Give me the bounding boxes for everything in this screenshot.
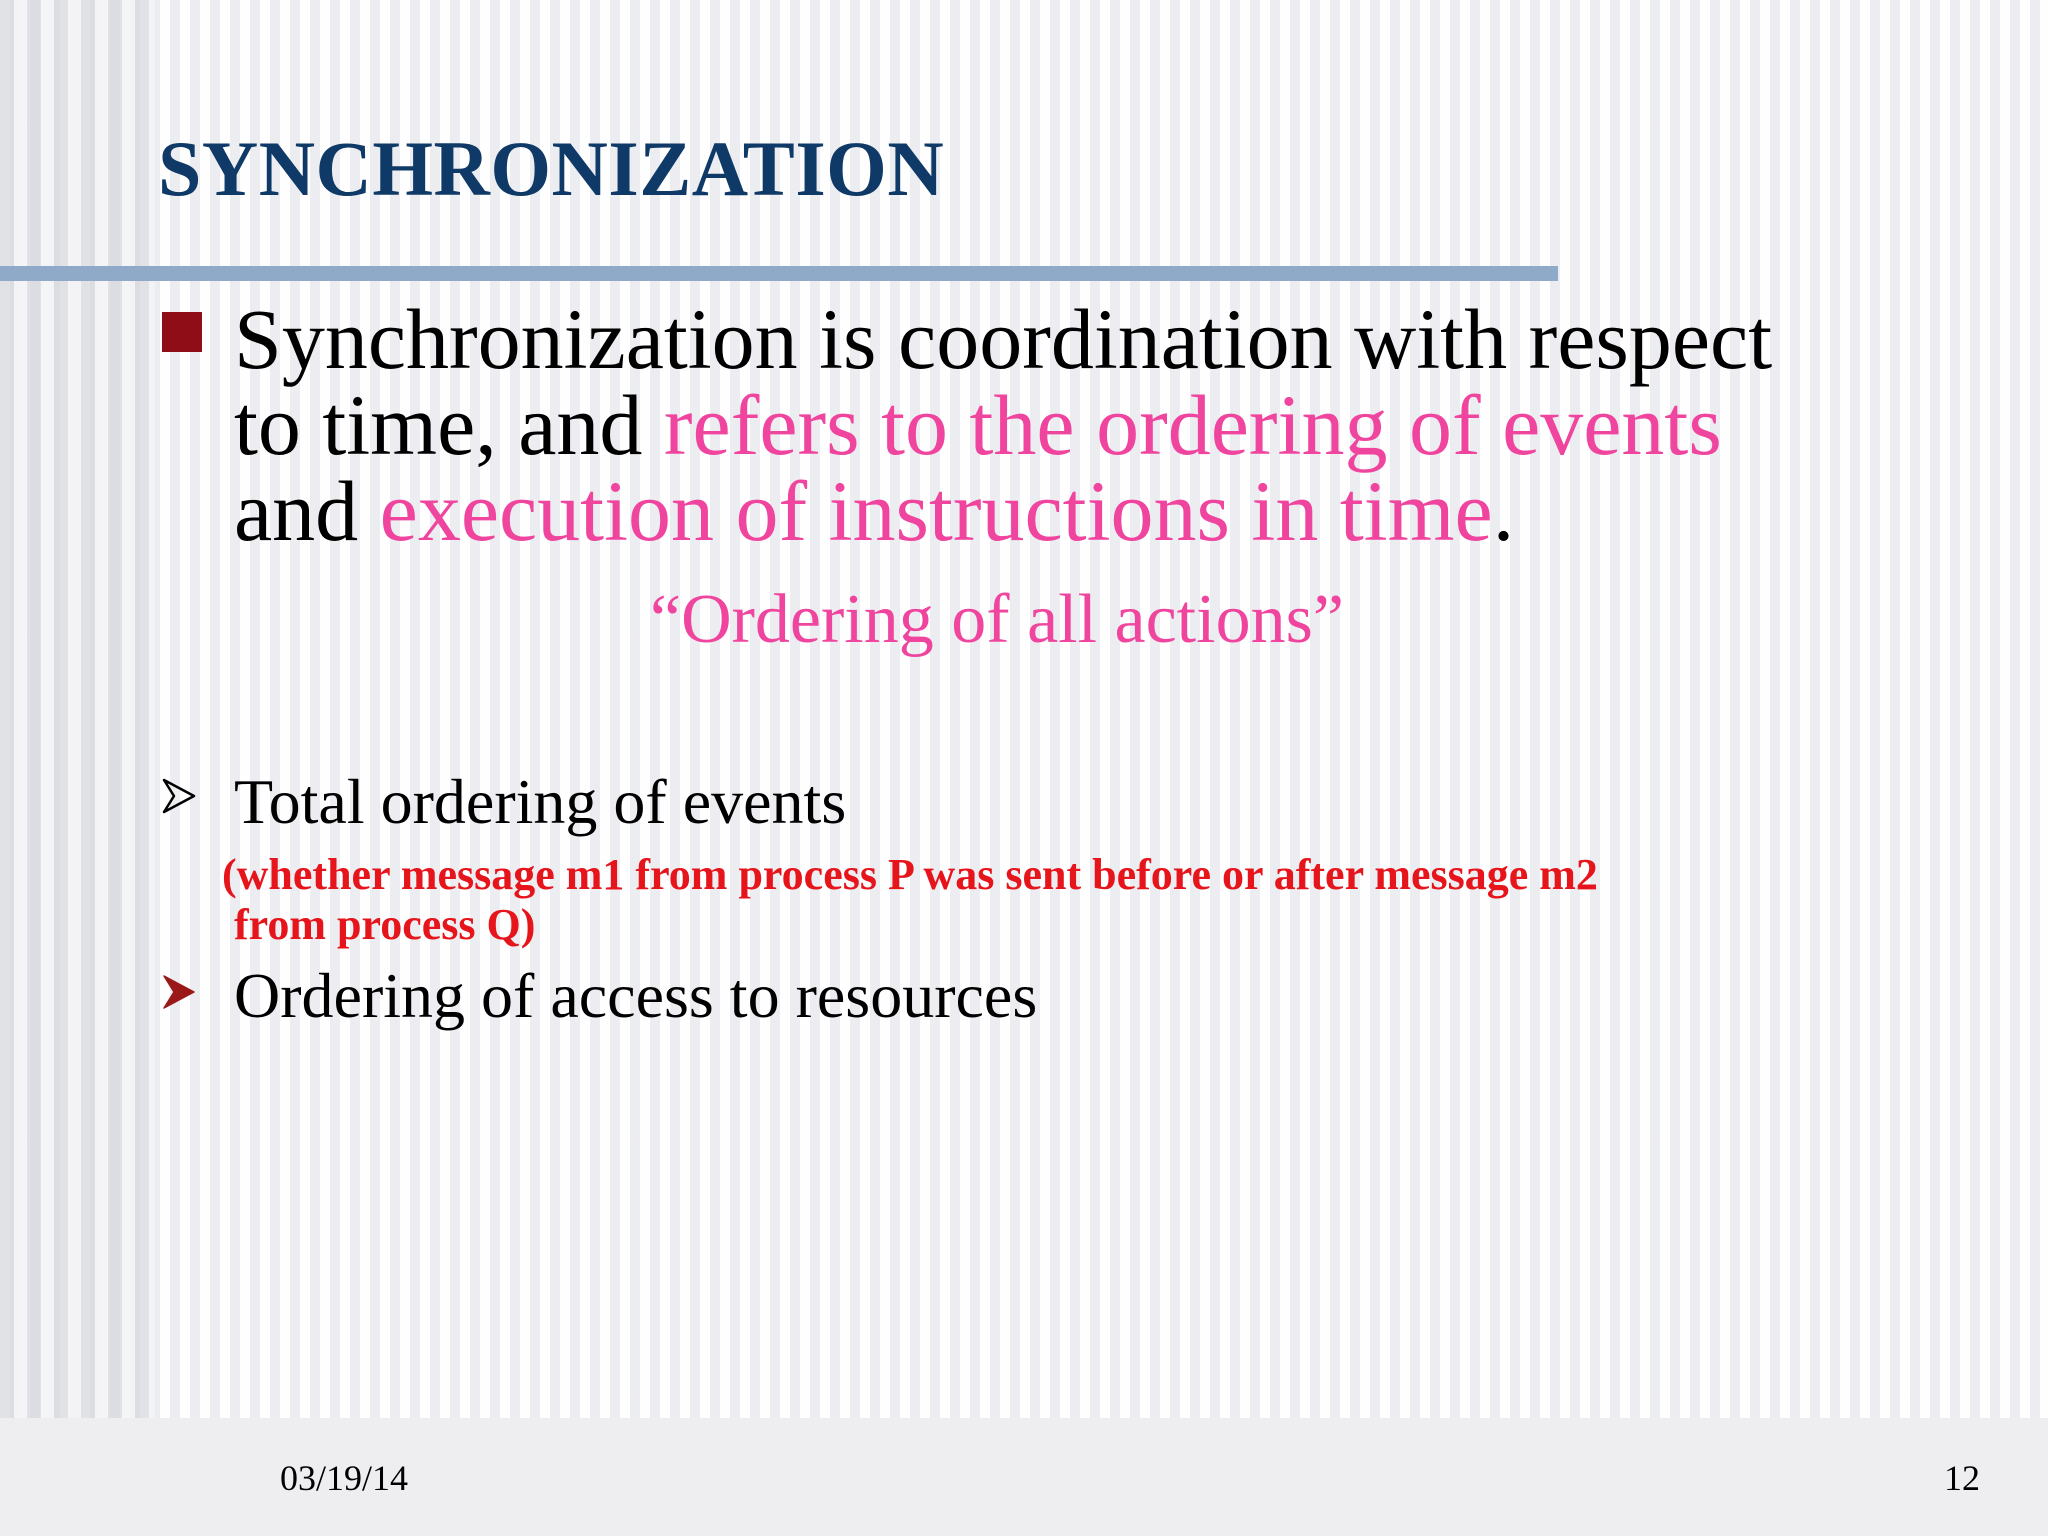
main-bullet-line-3-highlight: execution of instructions in time [379, 463, 1493, 559]
main-bullet-line-2-plain: to time, and [234, 377, 664, 473]
left-stripe-band [0, 0, 155, 1418]
arrowhead-bullet-icon [160, 972, 200, 1012]
main-bullet-line-2 [234, 377, 1974, 473]
sub-item-total-ordering: Total ordering of events [234, 766, 847, 837]
main-bullet-line-1: Synchronization is coordination with respect [234, 291, 1773, 387]
main-bullet-line-3-end: . [1492, 463, 1515, 559]
slide-title: SYNCHRONIZATION [158, 125, 945, 212]
main-bullet-line-3 [234, 463, 1974, 559]
note-line-1: (whether message m1 from process P was sent before or after message m2 [222, 850, 1598, 899]
arrowhead-bullet-icon [160, 776, 200, 816]
main-bullet-line-3-plain: and [234, 463, 380, 559]
quote-text: “Ordering of all actions” [650, 581, 1344, 658]
square-bullet-icon [162, 312, 202, 352]
title-underline-rule [0, 266, 1558, 281]
slide-number: 12 [1944, 1458, 1980, 1498]
sub-item-resource-access: Ordering of access to resources [234, 960, 1038, 1031]
note-line-2: from process Q) [234, 900, 536, 949]
total-ordering-note [222, 850, 1598, 950]
footer-date: 03/19/14 [280, 1458, 409, 1498]
main-bullet-line-2-highlight: refers to the ordering of events [663, 377, 1722, 473]
main-bullet-text [234, 291, 1974, 559]
